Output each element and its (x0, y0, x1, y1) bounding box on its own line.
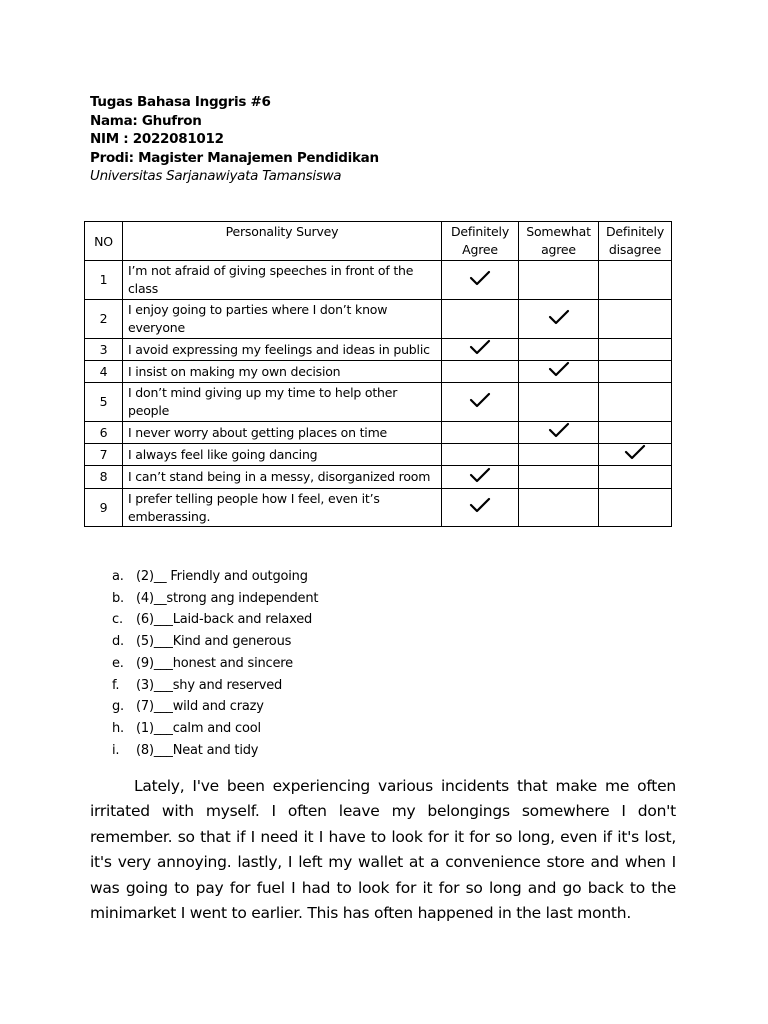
survey-row (85, 361, 672, 383)
student-name: Nama: Ghufron (90, 112, 202, 129)
row-number: 2 (85, 300, 123, 339)
answer-item (112, 718, 318, 740)
answer-item (112, 631, 318, 653)
choice-cell-definitely-agree (442, 300, 519, 339)
choice-cell-somewhat-agree (519, 444, 599, 466)
answer-text: (2)__ Friendly and outgoing (136, 569, 308, 584)
choice-cell-somewhat-agree (519, 300, 599, 339)
header-definitely-agree-line1: Definitely (450, 224, 510, 239)
answer-item (112, 675, 318, 697)
survey-statement: I enjoy going to parties where I don’t know everyone (123, 300, 442, 339)
header-personality-survey: Personality Survey (123, 222, 442, 261)
survey-row (85, 444, 672, 466)
row-number: 6 (85, 422, 123, 444)
survey-row (85, 300, 672, 339)
choice-cell-somewhat-agree (519, 339, 599, 361)
header-definitely-disagree (599, 222, 672, 261)
survey-statement: I’m not afraid of giving speeches in front of the class (123, 261, 442, 300)
checkmark-icon (624, 444, 646, 460)
answer-text: (7)___wild and crazy (136, 699, 264, 715)
survey-row (85, 466, 672, 489)
row-number: 8 (85, 466, 123, 489)
survey-statement: I insist on making my own decision (123, 361, 442, 383)
header-definitely-disagree-line1: Definitely (605, 224, 665, 239)
header-no: NO (85, 222, 123, 261)
answer-item (112, 588, 318, 610)
student-nim: NIM : 2022081012 (90, 131, 224, 147)
choice-cell-definitely-disagree (599, 261, 672, 300)
answer-item (112, 609, 318, 631)
answer-text: (9)___honest and sincere (136, 655, 293, 671)
answer-text: (8)___Neat and tidy (136, 742, 259, 758)
answer-item (112, 653, 318, 675)
choice-cell-definitely-disagree (599, 300, 672, 339)
answer-letter: c. (112, 612, 123, 628)
header-somewhat-agree-line2: agree (541, 242, 576, 257)
university-name: Universitas Sarjanawiyata Tamansiswa (90, 168, 342, 184)
answer-letter: a. (112, 569, 124, 584)
header-somewhat-agree-line1: Somewhat (526, 224, 591, 239)
checkmark-icon (469, 392, 491, 408)
answer-text: (6)___Laid-back and relaxed (136, 612, 313, 628)
survey-statement: I don’t mind giving up my time to help other people (123, 383, 442, 422)
personality-survey-table (84, 221, 672, 527)
row-number: 9 (85, 489, 123, 527)
choice-cell-definitely-agree (442, 489, 519, 527)
narrative-paragraph: Lately, I've been experiencing various incidents that make me often irritated with myself. I often leave my belongings somewhere I don't remember. so that if I need it I have to look for it for so long, even if it's lost, it's very annoying. lastly, I left my wallet at a convenience store and when I was going to pay for fuel I had to look for it for so long and go back to the minimarket I went to earlier. This has often happened in the last month. (90, 777, 676, 923)
survey-statement: I avoid expressing my feelings and ideas in public (123, 339, 442, 361)
answer-letter: d. (112, 634, 124, 650)
choice-cell-somewhat-agree (519, 361, 599, 383)
answer-item (112, 740, 318, 762)
answer-letter: h. (112, 720, 124, 736)
checkmark-icon (548, 361, 570, 377)
choice-cell-definitely-disagree (599, 444, 672, 466)
choice-cell-definitely-disagree (599, 383, 672, 422)
checkmark-icon (469, 497, 491, 513)
personality-answers-list (112, 566, 318, 761)
answer-letter: b. (112, 590, 124, 606)
row-number: 5 (85, 383, 123, 422)
choice-cell-definitely-disagree (599, 361, 672, 383)
answer-letter: i. (112, 742, 120, 758)
choice-cell-definitely-agree (442, 261, 519, 300)
header-somewhat-agree (519, 222, 599, 261)
checkmark-icon (469, 339, 491, 355)
header-definitely-disagree-line2: disagree (608, 242, 662, 257)
survey-statement: I can’t stand being in a messy, disorganized room (123, 466, 442, 489)
header-definitely-agree (442, 222, 519, 261)
answer-text: (1)___calm and cool (136, 720, 261, 736)
answer-letter: e. (112, 655, 124, 671)
choice-cell-definitely-disagree (599, 339, 672, 361)
choice-cell-definitely-agree (442, 383, 519, 422)
choice-cell-definitely-agree (442, 361, 519, 383)
survey-row (85, 489, 672, 527)
survey-row (85, 261, 672, 300)
choice-cell-definitely-disagree (599, 489, 672, 527)
choice-cell-somewhat-agree (519, 489, 599, 527)
choice-cell-somewhat-agree (519, 422, 599, 444)
survey-row (85, 422, 672, 444)
choice-cell-somewhat-agree (519, 466, 599, 489)
assignment-title: Tugas Bahasa Inggris #6 (90, 94, 271, 110)
choice-cell-definitely-agree (442, 444, 519, 466)
checkmark-icon (548, 309, 570, 325)
answer-letter: g. (112, 699, 124, 715)
choice-cell-definitely-agree (442, 422, 519, 444)
document-header (90, 93, 690, 186)
survey-row (85, 339, 672, 361)
choice-cell-somewhat-agree (519, 261, 599, 300)
survey-statement: I never worry about getting places on time (123, 422, 442, 444)
survey-rows (85, 261, 672, 527)
survey-statement: I prefer telling people how I feel, even it’s emberassing. (123, 489, 442, 527)
checkmark-icon (469, 270, 491, 286)
choice-cell-definitely-agree (442, 339, 519, 361)
answer-text: (3)___shy and reserved (136, 677, 283, 693)
survey-statement: I always feel like going dancing (123, 444, 442, 466)
row-number: 3 (85, 339, 123, 361)
checkmark-icon (548, 422, 570, 438)
row-number: 4 (85, 361, 123, 383)
study-program: Prodi: Magister Manajemen Pendidikan (90, 149, 379, 166)
row-number: 1 (85, 261, 123, 300)
answer-text: (5)___Kind and generous (136, 634, 292, 650)
row-number: 7 (85, 444, 123, 466)
header-definitely-agree-line2: Agree (462, 242, 498, 257)
choice-cell-somewhat-agree (519, 383, 599, 422)
answer-item (112, 696, 318, 718)
answer-text: (4)__strong ang independent (136, 590, 319, 606)
survey-row (85, 383, 672, 422)
answer-letter: f. (112, 677, 120, 693)
checkmark-icon (469, 467, 491, 483)
answer-item (112, 566, 318, 588)
choice-cell-definitely-disagree (599, 422, 672, 444)
choice-cell-definitely-agree (442, 466, 519, 489)
choice-cell-definitely-disagree (599, 466, 672, 489)
